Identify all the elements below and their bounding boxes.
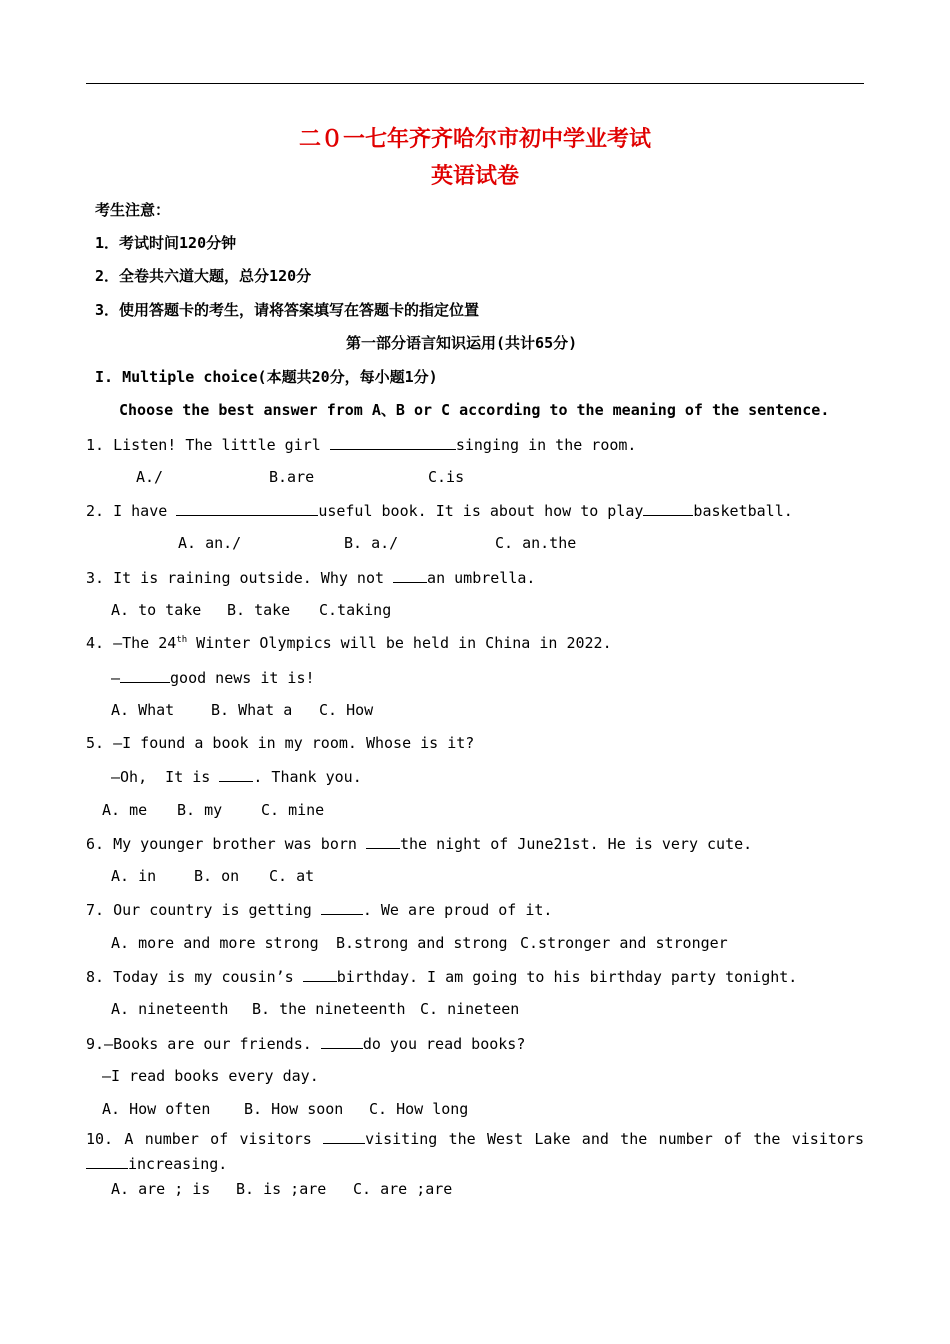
answer-blank xyxy=(321,900,363,915)
option-c: C. at xyxy=(269,867,315,885)
notice-item: 1．考试时间120分钟 xyxy=(95,234,237,252)
question-response: —Oh, It is . Thank you. xyxy=(111,768,362,786)
option-c: C.taking xyxy=(319,601,392,619)
top-rule xyxy=(86,83,864,84)
notice-heading: 考生注意： xyxy=(95,201,171,219)
option-a: A. more and more strong xyxy=(111,934,319,952)
answer-blank xyxy=(120,668,170,683)
option-a: A. me xyxy=(102,801,148,819)
option-b: B. the nineteenth xyxy=(252,1000,406,1018)
option-c: C. How long xyxy=(369,1100,469,1118)
option-b: B. my xyxy=(177,801,223,819)
notice-item: 2．全卷共六道大题，总分120分 xyxy=(95,267,312,285)
option-a: A. to take xyxy=(111,601,202,619)
answer-blank xyxy=(323,1129,365,1144)
answer-blank xyxy=(176,501,318,516)
answer-blank xyxy=(321,1034,363,1049)
option-c: C. How xyxy=(319,701,374,719)
answer-blank xyxy=(86,1154,128,1169)
section-instruction: Choose the best answer from A、B or C according to the meaning of the sentence. xyxy=(119,401,830,419)
option-c: C.is xyxy=(428,468,465,486)
option-a: A. What xyxy=(111,701,175,719)
question-stem: 8. Today is my cousin’s birthday. I am going to his birthday party tonight. xyxy=(86,968,798,986)
option-b: B. What a xyxy=(211,701,293,719)
question-response: —I read books every day. xyxy=(102,1067,319,1085)
question-stem: 2. I have useful book. It is about how to play basketball. xyxy=(86,502,793,520)
exam-title: 二０一七年齐齐哈尔市初中学业考试 xyxy=(298,126,651,152)
question-response: — good news it is! xyxy=(111,669,315,687)
answer-blank xyxy=(366,834,400,849)
option-a: A. How often xyxy=(102,1100,211,1118)
answer-blank xyxy=(643,501,693,516)
answer-blank xyxy=(330,435,456,450)
option-b: B. a./ xyxy=(344,534,399,552)
option-a: A./ xyxy=(136,468,164,486)
answer-blank xyxy=(393,568,427,583)
question-stem: 7. Our country is getting . We are proud of it. xyxy=(86,901,553,919)
option-b: B.strong and strong xyxy=(336,934,508,952)
option-c: C. an.the xyxy=(495,534,577,552)
section-heading: I. Multiple choice(本题共20分，每小题1分) xyxy=(95,368,438,386)
option-b: B.are xyxy=(269,468,315,486)
option-c: C. mine xyxy=(261,801,325,819)
notice-item: 3．使用答题卡的考生，请将答案填写在答题卡的指定位置 xyxy=(95,301,480,319)
question-stem: 3. It is raining outside. Why not an umbrella. xyxy=(86,569,536,587)
exam-subtitle: 英语试卷 xyxy=(430,163,519,189)
question-stem: 10. A number of visitors visiting the West Lake and the number of the visitors xyxy=(86,1130,864,1148)
question-stem: 6. My younger brother was born the night of June21st. He is very cute. xyxy=(86,835,753,853)
option-b: B. take xyxy=(227,601,291,619)
option-c: C. are ;are xyxy=(353,1180,453,1198)
part-title: 第一部分语言知识运用(共计65分) xyxy=(346,334,578,352)
option-c: C.stronger and stronger xyxy=(520,934,728,952)
answer-blank xyxy=(303,967,337,982)
answer-blank xyxy=(219,767,253,782)
question-stem: 1. Listen! The little girl singing in the room. xyxy=(86,436,637,454)
option-a: A. are ; is xyxy=(111,1180,211,1198)
question-stem: 5. —I found a book in my room. Whose is it? xyxy=(86,734,475,752)
option-a: A. nineteenth xyxy=(111,1000,229,1018)
question-stem: 9.—Books are our friends. do you read books? xyxy=(86,1035,526,1053)
option-b: B. on xyxy=(194,867,240,885)
option-b: B. is ;are xyxy=(236,1180,327,1198)
option-a: A. in xyxy=(111,867,157,885)
question-stem: 4. —The 24th Winter Olympics will be held in China in 2022. xyxy=(86,634,612,652)
question-continuation: increasing. xyxy=(86,1154,227,1173)
option-b: B. How soon xyxy=(244,1100,344,1118)
option-a: A. an./ xyxy=(178,534,242,552)
option-c: C. nineteen xyxy=(420,1000,520,1018)
